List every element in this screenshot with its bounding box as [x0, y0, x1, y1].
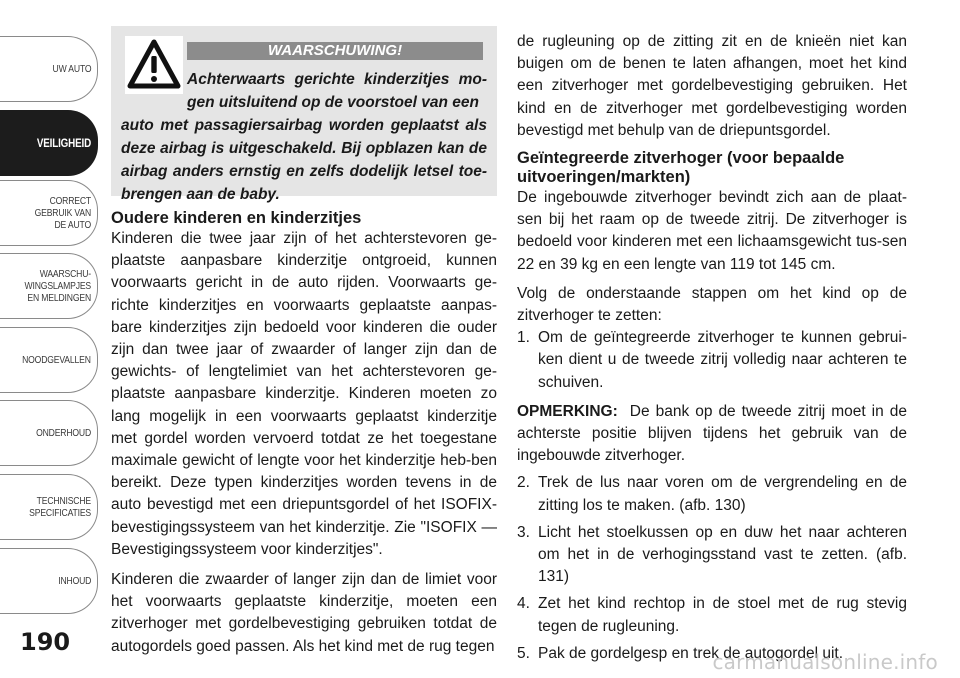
warning-text: auto met passagiersairbag worden geplaatst als deze airbag is uitgeschakeld. Bij opblazen kan de airbag anders ernstig en zelfs dodelijk letsel toe-brengen aan de baby.: [121, 117, 487, 203]
tab-technische-specificaties[interactable]: [0, 474, 98, 540]
tab-label: NOODGEVALLEN: [22, 354, 91, 366]
tab-veiligheid[interactable]: [0, 110, 98, 176]
chapter-tabs: [0, 0, 100, 678]
tab-label: VEILIGHEID: [36, 136, 91, 150]
paragraph: Kinderen die twee jaar zijn of het achterstevoren ge-plaatste aanpasbare kinderzitje ontgroeid, kunnen voorwaarts gericht in de auto rijden. Voorwaarts ge-richte kinderzitjes en voorwaarts geplaatste aanpas-bare kinderzitjes zijn bedoeld voor kinderen die ouder zijn dan twee jaar of zwaarder of langer zijn dan de gewichts- of lengtelimiet van het achterstevoren ge-plaatste aanpasbare kinderzitje. Kinderen moeten zo lang mogelijk in een voorwaarts geplaatst kinderzitje met gordel worden vervoerd totdat ze het toegestane maximale gewicht of lengte voor het kinderzitje heb-ben bereikt. Deze typen kinderzitjes worden tevens in de auto bevestigd met een driepuntsgordel of het ISOFIX-bevestigingssysteem van het kinderzitje. Zie "ISOFIX — Bevestigingssysteem voor kinderzitjes".: [111, 230, 497, 558]
section-heading: Oudere kinderen en kinderzitjes: [111, 209, 362, 227]
note-text: De bank op de tweede zitrij moet in de achterste positie blijven tijdens het gebruik van de ingebouwde zitverhoger.: [517, 402, 907, 465]
tab-label: ONDERHOUD: [36, 427, 91, 439]
tab-noodgevallen[interactable]: [0, 327, 98, 393]
tab-uw-auto[interactable]: [0, 36, 98, 102]
tab-inhoud[interactable]: [0, 548, 98, 614]
tab-waarschuwingslampjes[interactable]: [0, 253, 98, 319]
note: [517, 401, 907, 468]
tab-label: TECHNISCHE SPECIFICATIES: [29, 495, 91, 519]
warning-box: [111, 26, 497, 203]
paragraph: de rugleuning op de zitting zit en de knieën niet kan buigen om de benen te laten afhangen, moet het kind een zitverhoger met gordelbevestiging gebruiken. Het kind en de zitverhoger met gordelbevestiging worden bevestigd met behulp van de driepuntsgordel.: [517, 33, 907, 139]
paragraph: Volg de onderstaande stappen om het kind op de zitverhoger te zetten:: [517, 284, 907, 325]
warning-title: WAARSCHUWING!: [187, 42, 483, 60]
watermark: carmanualsonline.info: [712, 650, 938, 674]
note-label: OPMERKING:: [517, 402, 618, 420]
tab-label: WAARSCHU-WINGSLAMPJES EN MELDINGEN: [24, 268, 91, 304]
page-number: 190: [20, 628, 71, 656]
list-item: 5. Pak de gordelgesp en trek de autogordel uit.: [517, 644, 844, 662]
warning-text-indent: Achterwaarts gerichte kinderzitjes mo-gen uitsluitend op de voorstoel van een: [187, 71, 487, 111]
paragraph: De ingebouwde zitverhoger bevindt zich aan de plaat-sen bij het raam op de tweede zitrij. De zitverhoger is bedoeld voor kinderen met een lichaamsgewicht tus-sen 22 en 39 kg en een lengte van 119 tot 145 cm.: [517, 189, 907, 273]
list-item: 3. Licht het stoelkussen op en duw het naar achteren om het in de verhogingsstand vast te zetten. (afb. 131): [517, 523, 907, 586]
tab-correct-gebruik[interactable]: [0, 180, 98, 246]
list-item: 1. Om de geïntegreerde zitverhoger te kunnen gebrui-ken dient u de tweede zitrij volledig naar achteren te schuiven.: [517, 329, 907, 391]
paragraph: Kinderen die zwaarder of langer zijn dan de limiet voor het voorwaarts geplaatste kinderzitje, moeten een zitverhoger met gordelbevestiging gebruiken totdat de autogordels goed passen. Als het kind met de rug tegen: [111, 571, 497, 655]
list-item: 2. Trek de lus naar voren om de vergrendeling en de zitting los te maken. (afb. 130): [517, 474, 907, 514]
warning-triangle-icon: [125, 36, 183, 94]
tab-label: INHOUD: [58, 575, 91, 587]
tab-onderhoud[interactable]: [0, 400, 98, 466]
section-heading: Geïntegreerde zitverhoger (voor bepaalde uitvoeringen/markten): [517, 149, 845, 187]
tab-label: UW AUTO: [52, 63, 91, 75]
list-item: 4. Zet het kind rechtop in de stoel met de rug stevig tegen de rugleuning.: [517, 595, 907, 635]
tab-label: CORRECT GEBRUIK VAN DE AUTO: [34, 195, 91, 231]
